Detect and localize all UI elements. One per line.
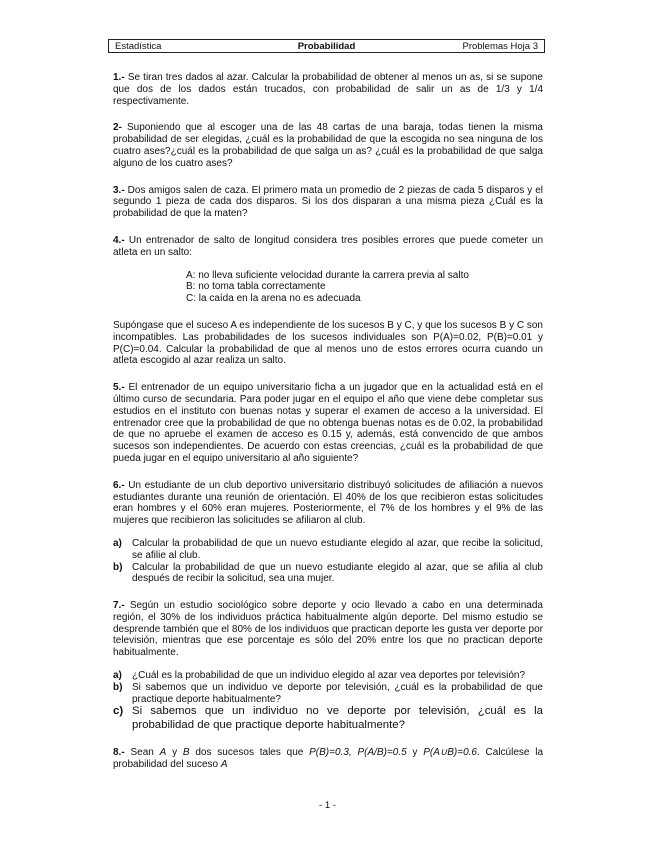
header-subject: Estadística — [115, 40, 162, 52]
item-label: a) — [113, 537, 122, 549]
item-text: Calcular la probabilidad de que un nuevo estudiante elegido al azar, que recibe la solicitud, se afilie al club. — [132, 537, 543, 561]
problem-text-part: y — [166, 746, 183, 758]
list-item — [113, 538, 543, 562]
problem-text: Según un estudio sociológico sobre deporte y ocio llevado a cabo en una determinada región, el 30% de los individuos práctica habitualmente algún deporte. Del mismo estudio se desprende también que el 80% de los individuos que practican deporte les gusta ver deporte por televisión, mientras que ese porcentaje es sólo del 20% entre los que no practican deporte habitualmente. — [113, 600, 543, 659]
problem-text: Suponiendo que al escoger una de las 48 cartas de una baraja, todas tienen la misma probabilidad de ser elegidas, ¿cuál es la probabilidad de que la escogida no sea ninguna de los cuatro ases?¿cuál es la probabilidad de que salga un as? ¿cuál es la probabilidad de que salga alguno de los cuatro ases? — [113, 122, 543, 169]
problem-text: Un estudiante de un club deportivo universitario distribuyó solicitudes de afiliación a nuevos estudiantes durante una reunión de orientación. El 40% de los que recibieron estas solicitudes eran hombres y el 60% eran mujeres. Posteriormente, el 7% de los hombres y el 9% de las mujeres que recibieron las solicitudes se afiliaron al club. — [113, 479, 543, 527]
problem-8 — [113, 747, 543, 771]
problem-6 — [113, 480, 543, 527]
problem-2 — [113, 122, 543, 169]
problem-number: 8.- — [113, 746, 125, 758]
item-label: b) — [113, 561, 123, 573]
problem-number: 2- — [113, 122, 122, 134]
item-label: b) — [113, 681, 123, 693]
problem-5 — [113, 382, 543, 465]
problem-number: 3.- — [113, 184, 125, 196]
problem-text: Un entrenador de salto de longitud considera tres posibles errores que puede cometer un atleta en un salto: — [113, 234, 544, 258]
problem-number: 7.- — [113, 600, 125, 612]
option-b: B: no toma tabla correctamente — [186, 281, 326, 293]
header-title: Probabilidad — [297, 40, 356, 52]
problem-text-part: Sean — [130, 746, 160, 758]
problems-list — [113, 72, 543, 785]
item-text: Calcular la probabilidad de que un nuevo estudiante elegido al azar, que se afilia al club después de recibir la solicitud, sea una mujer. — [132, 561, 543, 585]
item-text: Si sabemos que un individuo ve deporte por televisión, ¿cuál es la probabilidad de que practique deporte habitualmente? — [132, 681, 543, 705]
item-text: Si sabemos que un individuo no ve deporte por televisión, ¿cuál es la probabilidad de que practique deporte habitualmente? — [132, 705, 543, 731]
problem-number: 6.- — [113, 479, 125, 491]
option-c: C: la caída en la arena no es adecuada — [186, 293, 361, 305]
error-options — [186, 270, 543, 305]
problem-text: Dos amigos salen de caza. El primero mata un promedio de 2 piezas de cada 5 disparos y el segundo 1 pieza de cada dos disparos. Si los dos disparan a una misma pieza ¿Cuál es la probabilidad de que la maten? — [113, 184, 543, 220]
problem-7-items — [113, 670, 543, 732]
problem-6-items — [113, 538, 543, 585]
event-a: A — [159, 746, 167, 758]
problem-text-part: . Calcúlese la probabilidad del suceso — [113, 746, 544, 770]
problem-number: 1.- — [113, 72, 125, 83]
problem-1 — [113, 72, 543, 107]
header-sheet: Problemas Hoja 3 — [462, 40, 538, 52]
problem-7 — [113, 600, 543, 659]
item-label: c) — [113, 705, 124, 718]
problem-text: Se tiran tres dados al azar. Calcular la probabilidad de obtener al menos un as, si se supone que dos de los dados están trucados, con probabilidad de salir un as de 1/3 y 1/4 respectivamente. — [113, 72, 543, 107]
event-b: B — [182, 746, 190, 758]
list-item — [113, 562, 543, 586]
page-number: - 1 - — [319, 800, 336, 811]
list-item — [113, 682, 543, 706]
problem-text-part: dos sucesos tales que — [189, 746, 310, 758]
problem-number: 5.- — [113, 382, 125, 394]
probability-values: P(B)=0.3, P(A/B)=0.5 — [309, 746, 407, 758]
page-header — [108, 39, 545, 53]
problem-4-continued: Supóngase que el suceso A es independiente de los sucesos B y C, y que los sucesos B y C son incompatibles. Las probabilidades de los sucesos individuales son P(A)=0.02, P(B)=0.01 y P(C)=0.04. Calcular la probabilidad de que al menos uno de estos errores ocurra cuando un atleta escogido al azar realiza un salto. — [113, 319, 543, 367]
item-text: ¿Cuál es la probabilidad de que un individuo elegido al azar vea deportes por televisión? — [132, 670, 526, 682]
item-label: a) — [113, 670, 122, 682]
problem-text: El entrenador de un equipo universitario ficha a un jugador que en la actualidad está en el último curso de secundaria. Para poder jugar en el equipo el año que viene debe completar sus estudios en el instituto con buenas notas y superar el examen de acceso a la universidad. El entrenador cree que la probabilidad de que no obtenga buenas notas es de 0.02, la probabilidad de que no apruebe el examen de acceso es 0.15 y, además, está convencido de que ambos sucesos son independientes. De acuerdo con estas creencias, ¿cuál es la probabilidad de que pueda jugar en el equipo universitario al año siguiente? — [113, 382, 543, 464]
problem-number: 4.- — [113, 234, 125, 246]
list-item — [113, 705, 543, 731]
problem-text-part: y — [406, 746, 424, 758]
problem-3 — [113, 185, 543, 220]
option-a: A: no lleva suficiente velocidad durante la carrera previa al salto — [186, 269, 469, 281]
problem-4 — [113, 235, 543, 259]
list-item — [113, 670, 543, 682]
event-a: A — [220, 758, 228, 770]
union-probability: P(A∪B)=0.6 — [423, 746, 477, 758]
